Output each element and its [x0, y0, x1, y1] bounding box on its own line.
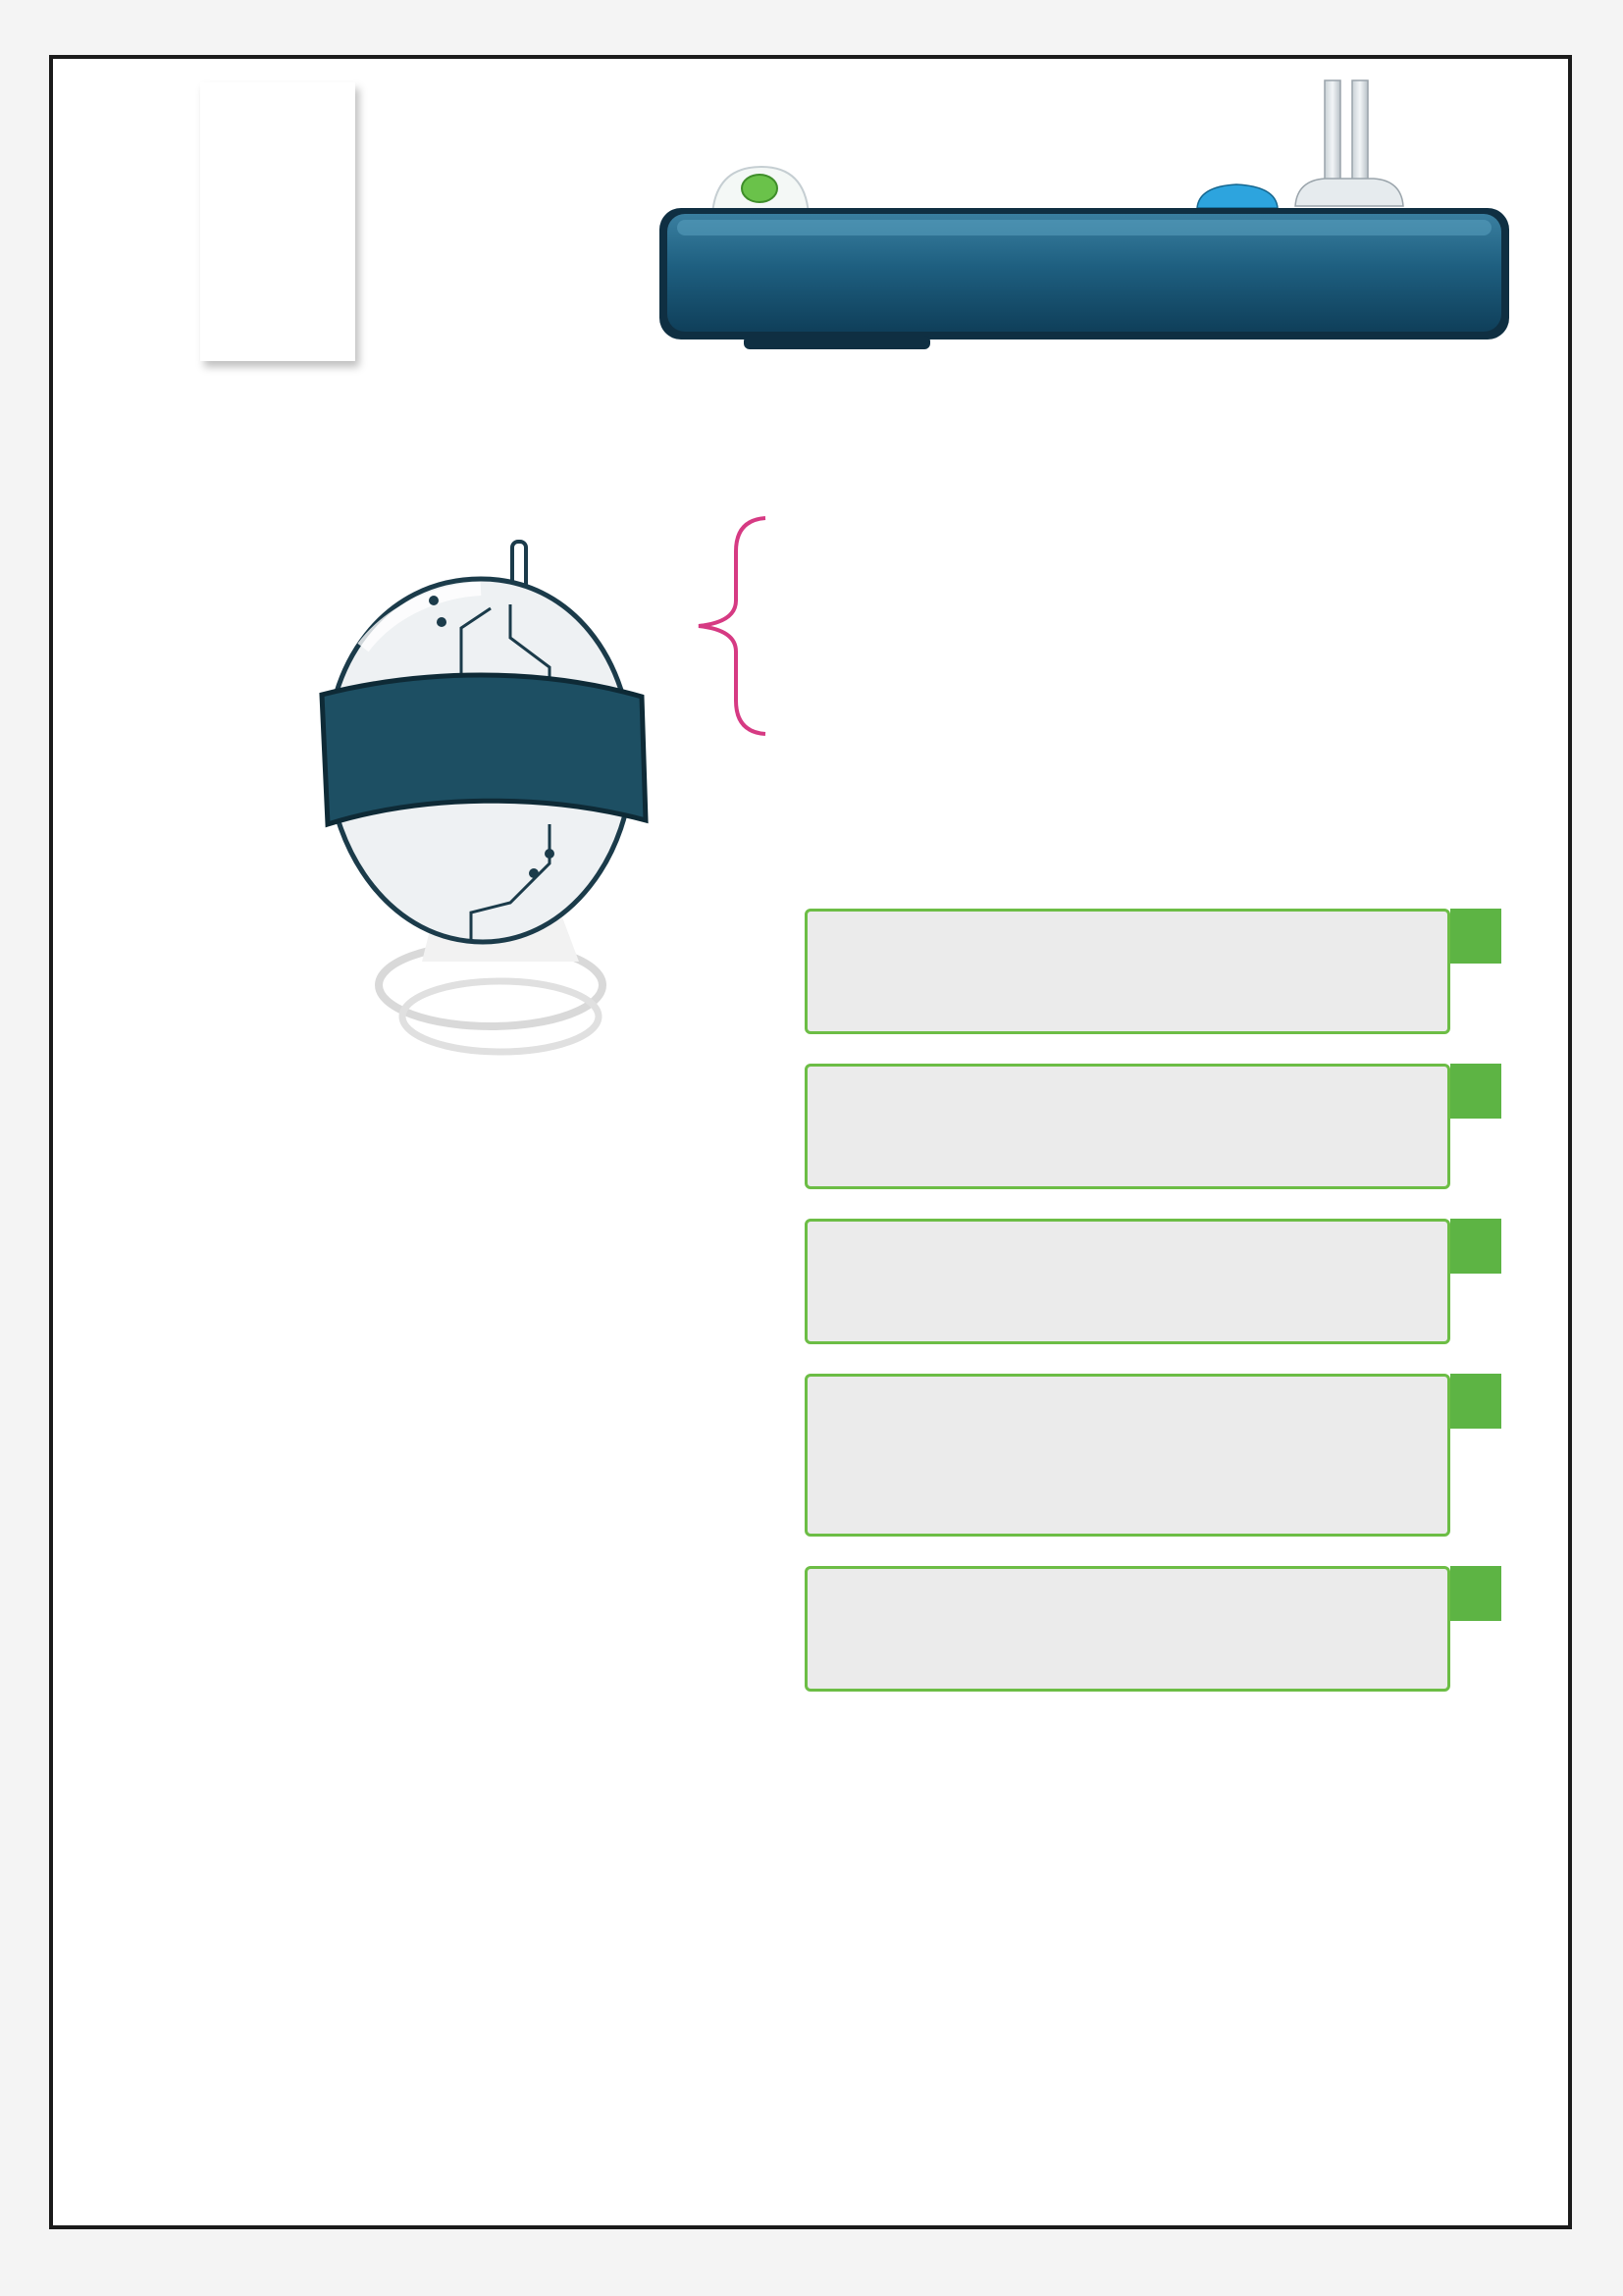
step-number	[1450, 1566, 1501, 1621]
step-number	[1450, 1219, 1501, 1274]
curly-brace-decoration	[687, 512, 775, 740]
step-text	[834, 1219, 1419, 1344]
step-text	[834, 909, 1419, 1034]
step-4	[805, 1374, 1450, 1537]
qr-card[interactable]	[200, 82, 355, 361]
page-title	[667, 212, 1462, 339]
step-number	[1450, 909, 1501, 964]
ministry-logo-icon	[181, 1833, 347, 1888]
step-2	[805, 1064, 1450, 1189]
step-5	[805, 1566, 1450, 1692]
step-text	[834, 1566, 1419, 1692]
step-1	[805, 909, 1450, 1034]
step-number	[1450, 1064, 1501, 1119]
qr-code-icon	[214, 206, 341, 334]
step-number	[1450, 1374, 1501, 1429]
step-text	[834, 1064, 1419, 1189]
step-text	[834, 1374, 1419, 1537]
robot-illustration	[304, 530, 657, 1079]
step-3	[805, 1219, 1450, 1344]
